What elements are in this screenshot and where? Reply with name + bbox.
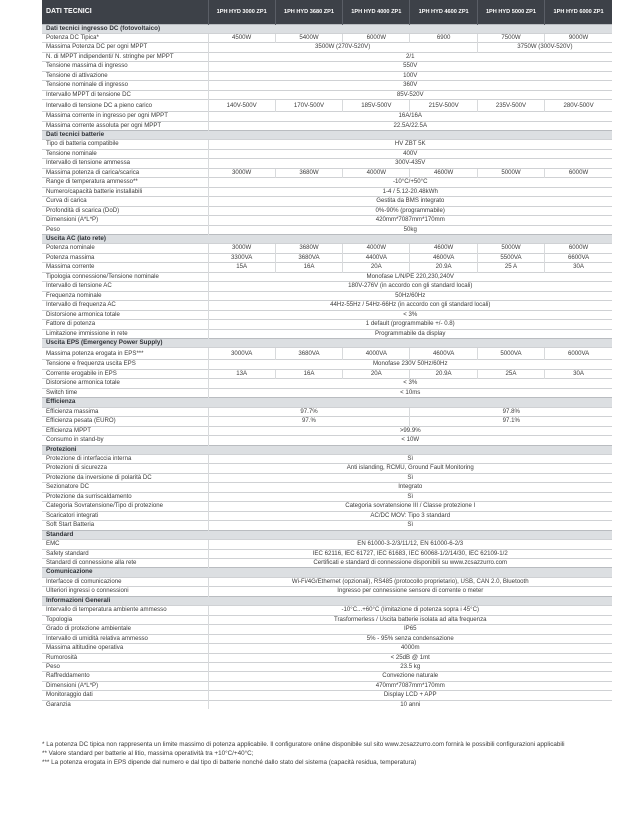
- row-value: 3000W: [208, 168, 275, 177]
- row-value: 185V-500V: [343, 100, 410, 112]
- table-row: [42, 112, 612, 121]
- row-label: Protezioni di sicurezza: [42, 464, 208, 473]
- section-header-row: [42, 568, 612, 577]
- row-label: Curva di carica: [42, 197, 208, 206]
- row-value: 4000W: [343, 168, 410, 177]
- table-row: [42, 320, 612, 329]
- row-value: 7500W: [477, 33, 544, 42]
- row-value: 5000VA: [477, 348, 544, 360]
- row-label: Massima potenza di carica/scarica: [42, 168, 208, 177]
- table-row: [42, 672, 612, 681]
- row-value: 100V: [208, 71, 612, 80]
- row-label: Massima altitudine operativa: [42, 644, 208, 653]
- row-label: Ulteriori ingressi o connessioni: [42, 587, 208, 596]
- table-row: [42, 140, 612, 149]
- row-value: 85V-520V: [208, 90, 612, 99]
- table-row: [42, 681, 612, 690]
- row-value: 22.5A/22.5A: [208, 121, 612, 130]
- row-value: 23.5 kg: [208, 662, 612, 671]
- row-value: 16A: [275, 369, 342, 378]
- row-value: IP65: [208, 625, 612, 634]
- row-value: 20A: [343, 369, 410, 378]
- row-value: 30A: [545, 263, 612, 272]
- row-label: Grado di protezione ambientale: [42, 625, 208, 634]
- section-title: Comunicazione: [42, 568, 612, 577]
- row-value: 16A/16A: [208, 112, 612, 121]
- row-value: 3680VA: [275, 253, 342, 262]
- row-value: 44Hz-55Hz / 54Hz-66Hz (in accordo con gli standard locali): [208, 301, 612, 310]
- section-title: Uscita EPS (Emergency Power Supply): [42, 339, 612, 348]
- row-value: 20A: [343, 263, 410, 272]
- row-value: 50kg: [208, 225, 612, 234]
- row-value: Sì: [208, 473, 612, 482]
- row-value: Categoria sovratensione III / Classe protezione I: [208, 502, 612, 511]
- row-label: N. di MPPT indipendenti/ N. stringhe per MPPT: [42, 52, 208, 61]
- row-value: 25A: [477, 369, 544, 378]
- row-value: 6000VA: [545, 348, 612, 360]
- row-value: 5% - 95% senza condensazione: [208, 634, 612, 643]
- table-row: [42, 168, 612, 177]
- table-row: [42, 483, 612, 492]
- row-label: Intervallo di tensione AC: [42, 282, 208, 291]
- row-value: 3500W (270V-520V): [208, 43, 477, 52]
- row-value: Programmabile da display: [208, 329, 612, 338]
- row-label: Protezione da inversione di polarità DC: [42, 473, 208, 482]
- table-row: [42, 282, 612, 291]
- row-value: -10°C...+60°C (limitazione di potenza sopra i 45°C): [208, 606, 612, 615]
- row-value: 3750W (300V-520V): [477, 43, 612, 52]
- row-label: Numero/capacità batterie installabili: [42, 187, 208, 196]
- row-label: EMC: [42, 540, 208, 549]
- row-label: Topologia: [42, 615, 208, 624]
- row-label: Raffreddamento: [42, 672, 208, 681]
- table-row: [42, 310, 612, 319]
- row-label: Limitazione immissione in rete: [42, 329, 208, 338]
- row-value: Anti islanding, RCMU, Ground Fault Monitoring: [208, 464, 612, 473]
- table-row: [42, 216, 612, 225]
- section-header-row: [42, 131, 612, 140]
- row-value: 13A: [208, 369, 275, 378]
- table-row: [42, 625, 612, 634]
- row-value: < 25dB @ 1mt: [208, 653, 612, 662]
- row-value: 2/1: [208, 52, 612, 61]
- row-value: >99.9%: [208, 426, 612, 435]
- table-row: [42, 33, 612, 42]
- table-row: [42, 577, 612, 586]
- table-row: [42, 178, 612, 187]
- table-row: [42, 253, 612, 262]
- row-value: 16A: [275, 263, 342, 272]
- table-row: [42, 348, 612, 360]
- section-title: Protezioni: [42, 445, 612, 454]
- row-label: Intervallo di temperatura ambiente ammesso: [42, 606, 208, 615]
- table-body: [42, 24, 612, 709]
- row-value: 3680W: [275, 168, 342, 177]
- table-row: [42, 379, 612, 388]
- section-title: Uscita AC (lato rete): [42, 235, 612, 244]
- model-header: 1PH HYD 4000 ZP1: [343, 0, 410, 24]
- table-row: [42, 653, 612, 662]
- footnotes: [42, 740, 617, 767]
- model-header: 1PH HYD 6000 ZP1: [545, 0, 612, 24]
- section-title: Informazioni Generali: [42, 596, 612, 605]
- tech-spec-sheet: [42, 0, 612, 709]
- table-row: [42, 700, 612, 709]
- row-label: Potenza DC Tipica*: [42, 33, 208, 42]
- row-label: Peso: [42, 225, 208, 234]
- row-label: Frequenza nominale: [42, 291, 208, 300]
- table-row: [42, 436, 612, 445]
- table-row: [42, 100, 612, 112]
- row-label: Potenza massima: [42, 253, 208, 262]
- row-value: 4500W: [208, 33, 275, 42]
- row-value: 4600VA: [410, 253, 477, 262]
- row-value: 97.8%: [410, 407, 612, 416]
- table-row: [42, 388, 612, 397]
- row-value: 6000W: [545, 244, 612, 253]
- row-label: Intervallo di tensione DC a pieno carico: [42, 100, 208, 112]
- row-value: 400V: [208, 149, 612, 158]
- table-row: [42, 587, 612, 596]
- row-label: Categoria Sovratensione/Tipo di protezione: [42, 502, 208, 511]
- row-label: Profondità di scarica (DoD): [42, 206, 208, 215]
- row-value: 550V: [208, 62, 612, 71]
- row-value: < 3%: [208, 310, 612, 319]
- row-value: 5000W: [477, 168, 544, 177]
- row-value: 420mm*7087mm*170mm: [208, 216, 612, 225]
- table-row: [42, 360, 612, 369]
- table-row: [42, 90, 612, 99]
- row-label: Scaricatori integrati: [42, 511, 208, 520]
- table-row: [42, 197, 612, 206]
- row-value: Ingresso per connessione sensore di corrente o meter: [208, 587, 612, 596]
- row-value: 3000VA: [208, 348, 275, 360]
- table-row: [42, 71, 612, 80]
- row-label: Massima potenza erogata in EPS***: [42, 348, 208, 360]
- row-value: Trasformerless / Uscita batterie isolata ad alta frequenza: [208, 615, 612, 624]
- table-row: [42, 540, 612, 549]
- section-header-row: [42, 398, 612, 407]
- row-label: Intervallo MPPT di tensione DC: [42, 90, 208, 99]
- row-label: Dimensioni (A*L*P): [42, 216, 208, 225]
- table-row: [42, 634, 612, 643]
- row-value: 3680VA: [275, 348, 342, 360]
- row-label: Distorsione armonica totale: [42, 379, 208, 388]
- row-value: Sì: [208, 521, 612, 530]
- row-value: 4400VA: [343, 253, 410, 262]
- row-value: 280V-500V: [545, 100, 612, 112]
- table-row: [42, 187, 612, 196]
- row-value: 235V-500V: [477, 100, 544, 112]
- row-value: 5500VA: [477, 253, 544, 262]
- row-value: Sì: [208, 492, 612, 501]
- tech-spec-table: [42, 0, 612, 709]
- table-row: [42, 473, 612, 482]
- row-value: 20.9A: [410, 263, 477, 272]
- table-row: [42, 549, 612, 558]
- section-header-row: [42, 596, 612, 605]
- row-value: Integrato: [208, 483, 612, 492]
- footnote: ** Valore standard per batterie al litio, massima operatività tra +10°C/+40°C;: [42, 750, 254, 757]
- row-value: 97.1%: [410, 417, 612, 426]
- table-row: [42, 606, 612, 615]
- row-value: 6000W: [545, 168, 612, 177]
- row-label: Massima corrente assoluta per ogni MPPT: [42, 121, 208, 130]
- table-row: [42, 206, 612, 215]
- row-label: Range di temperatura ammesso**: [42, 178, 208, 187]
- table-row: [42, 62, 612, 71]
- row-value: 5000W: [477, 244, 544, 253]
- row-label: Tipo di batteria compatibile: [42, 140, 208, 149]
- section-header-row: [42, 24, 612, 33]
- row-label: Protezione di interfaccia interna: [42, 454, 208, 463]
- table-row: [42, 454, 612, 463]
- row-label: Fattore di potenza: [42, 320, 208, 329]
- row-value: < 10ms: [208, 388, 612, 397]
- table-row: [42, 291, 612, 300]
- table-row: [42, 464, 612, 473]
- model-header: 1PH HYD 4600 ZP1: [410, 0, 477, 24]
- table-row: [42, 502, 612, 511]
- row-label: Intervallo di frequenza AC: [42, 301, 208, 310]
- section-title: Dati tecnici ingresso DC (fotovoltaico): [42, 24, 612, 33]
- section-title: Dati tecnici batterie: [42, 131, 612, 140]
- row-value: 15A: [208, 263, 275, 272]
- row-label: Corrente erogabile in EPS: [42, 369, 208, 378]
- row-value: 170V-500V: [275, 100, 342, 112]
- row-label: Efficienza massima: [42, 407, 208, 416]
- table-row: [42, 511, 612, 520]
- row-label: Efficienza pesata (EURO): [42, 417, 208, 426]
- table-row: [42, 263, 612, 272]
- table-row: [42, 272, 612, 281]
- table-row: [42, 301, 612, 310]
- row-label: Intervallo di tensione ammessa: [42, 159, 208, 168]
- row-value: 97.7%: [208, 407, 410, 416]
- footnote: *** La potenza erogata in EPS dipende dal numero e dal tipo di batterie nonché dallo stato del sistema (capacità residua, temperatura): [42, 759, 417, 766]
- row-value: 4000VA: [343, 348, 410, 360]
- row-label: Consumo in stand-by: [42, 436, 208, 445]
- row-value: 10 anni: [208, 700, 612, 709]
- row-label: Tensione nominale di ingresso: [42, 81, 208, 90]
- row-label: Rumorosità: [42, 653, 208, 662]
- table-row: [42, 244, 612, 253]
- section-title: Efficienza: [42, 398, 612, 407]
- row-label: Tipologia connessione/Tensione nominale: [42, 272, 208, 281]
- row-value: 97.%: [208, 417, 410, 426]
- row-value: 180V-276V (in accordo con gli standard locali): [208, 282, 612, 291]
- row-value: 3680W: [275, 244, 342, 253]
- table-row: [42, 225, 612, 234]
- row-value: AC/DC MOV: Tipo 3 standard: [208, 511, 612, 520]
- row-value: 50Hz/60Hz: [208, 291, 612, 300]
- section-header-row: [42, 339, 612, 348]
- row-label: Efficienza MPPT: [42, 426, 208, 435]
- table-row: [42, 121, 612, 130]
- row-value: 9000W: [545, 33, 612, 42]
- table-row: [42, 369, 612, 378]
- row-value: EN 61000-3-2/3/11/12, EN 61000-6-2/3: [208, 540, 612, 549]
- row-label: Safety standard: [42, 549, 208, 558]
- row-value: Display LCD + APP: [208, 691, 612, 700]
- row-value: < 3%: [208, 379, 612, 388]
- table-title: DATI TECNICI: [42, 0, 208, 24]
- row-label: Standard di connessione alla rete: [42, 558, 208, 567]
- row-value: 5400W: [275, 33, 342, 42]
- row-value: IEC 62116, IEC 61727, IEC 61683, IEC 60068-1/2/14/30, IEC 62109-1/2: [208, 549, 612, 558]
- row-value: 3300VA: [208, 253, 275, 262]
- row-value: 470mm*7087mm*170mm: [208, 681, 612, 690]
- row-value: 215V-500V: [410, 100, 477, 112]
- footnote: * La potenza DC tipica non rappresenta un limite massimo di potenza applicabile. Il configuratore online disponibile sul sito www.zcsazzurro.com fornirà le possibili configurazioni applicabili: [42, 741, 565, 748]
- row-label: Tensione nominale: [42, 149, 208, 158]
- row-value: 4000W: [343, 244, 410, 253]
- row-label: Peso: [42, 662, 208, 671]
- row-value: 3000W: [208, 244, 275, 253]
- table-row: [42, 81, 612, 90]
- table-row: [42, 417, 612, 426]
- row-label: Interfacce di comunicazione: [42, 577, 208, 586]
- table-row: [42, 521, 612, 530]
- table-row: [42, 149, 612, 158]
- table-row: [42, 492, 612, 501]
- row-value: 6000W: [343, 33, 410, 42]
- row-label: Sezionatore DC: [42, 483, 208, 492]
- table-row: [42, 662, 612, 671]
- model-header: 1PH HYD 5000 ZP1: [477, 0, 544, 24]
- row-value: 360V: [208, 81, 612, 90]
- table-row: [42, 558, 612, 567]
- row-value: 25 A: [477, 263, 544, 272]
- row-value: Monofase L/N/PE 220,230,240V: [208, 272, 612, 281]
- row-label: Massima corrente in ingresso per ogni MPPT: [42, 112, 208, 121]
- row-value: HV ZBT 5K: [208, 140, 612, 149]
- table-row: [42, 691, 612, 700]
- model-header: 1PH HYD 3680 ZP1: [275, 0, 342, 24]
- row-value: 4600W: [410, 244, 477, 253]
- row-label: Garanzia: [42, 700, 208, 709]
- row-value: 1-4 / 5.12-20.48kWh: [208, 187, 612, 196]
- row-label: Tensione massima di ingresso: [42, 62, 208, 71]
- table-row: [42, 43, 612, 52]
- model-header: 1PH HYD 3000 ZP1: [208, 0, 275, 24]
- row-label: Potenza nominale: [42, 244, 208, 253]
- table-row: [42, 644, 612, 653]
- row-value: 30A: [545, 369, 612, 378]
- table-row: [42, 329, 612, 338]
- table-header-row: [42, 0, 612, 24]
- table-row: [42, 159, 612, 168]
- row-label: Massima corrente: [42, 263, 208, 272]
- table-row: [42, 426, 612, 435]
- row-value: Sì: [208, 454, 612, 463]
- row-value: 300V-435V: [208, 159, 612, 168]
- table-row: [42, 615, 612, 624]
- row-label: Soft Start Batteria: [42, 521, 208, 530]
- row-value: 4000m: [208, 644, 612, 653]
- row-label: Distorsione armonica totale: [42, 310, 208, 319]
- row-value: Monofase 230V 50Hz/60Hz: [208, 360, 612, 369]
- section-title: Standard: [42, 530, 612, 539]
- section-header-row: [42, 445, 612, 454]
- row-value: 1 default (programmabile +/- 0.8): [208, 320, 612, 329]
- row-value: 4600VA: [410, 348, 477, 360]
- table-row: [42, 52, 612, 61]
- row-label: Switch time: [42, 388, 208, 397]
- row-value: Gestita da BMS integrato: [208, 197, 612, 206]
- row-label: Tensione e frequenza uscita EPS: [42, 360, 208, 369]
- row-label: Tensione di attivazione: [42, 71, 208, 80]
- row-label: Intervallo di umidità relativa ammesso: [42, 634, 208, 643]
- row-label: Dimensioni (A*L*P): [42, 681, 208, 690]
- row-label: Massima Potenza DC per ogni MPPT: [42, 43, 208, 52]
- row-value: 20.9A: [410, 369, 477, 378]
- row-value: -10°C/+50°C: [208, 178, 612, 187]
- row-value: Wi-Fi/4G/Ethernet (opzionali), RS485 (protocollo proprietario), USB, CAN 2.0, Bluetooth: [208, 577, 612, 586]
- row-label: Protezione da surriscaldamento: [42, 492, 208, 501]
- row-value: Convezione naturale: [208, 672, 612, 681]
- section-header-row: [42, 235, 612, 244]
- row-value: < 10W: [208, 436, 612, 445]
- row-value: 4600W: [410, 168, 477, 177]
- row-value: 140V-500V: [208, 100, 275, 112]
- row-value: Certificati e standard di connessione disponibili su www.zcsazzurro.com: [208, 558, 612, 567]
- row-value: 0%-90% (programmabile): [208, 206, 612, 215]
- section-header-row: [42, 530, 612, 539]
- row-label: Monitoraggio dati: [42, 691, 208, 700]
- row-value: 6900: [410, 33, 477, 42]
- row-value: 6600VA: [545, 253, 612, 262]
- table-row: [42, 407, 612, 416]
